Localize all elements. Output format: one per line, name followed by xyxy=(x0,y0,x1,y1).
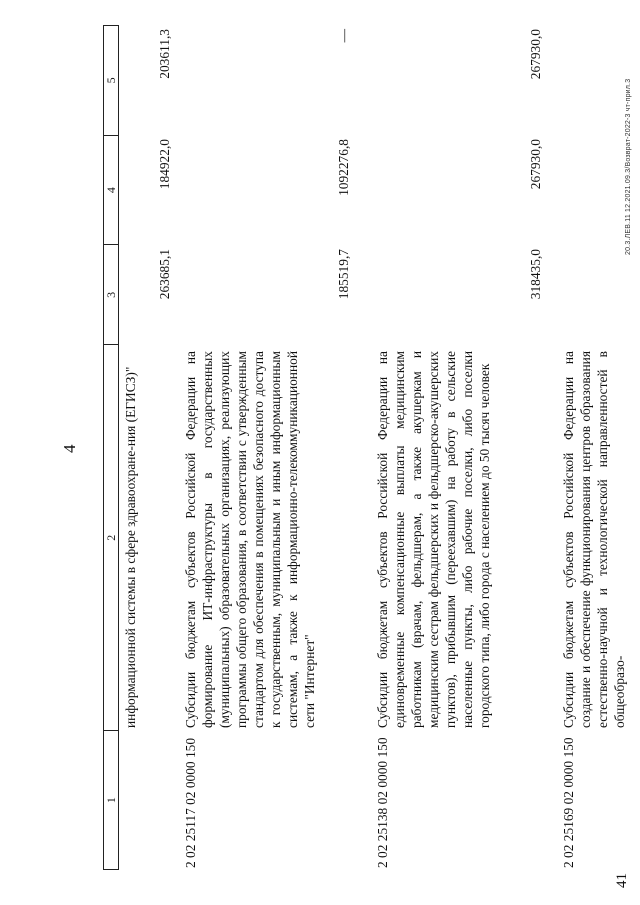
value-col4 xyxy=(374,135,544,245)
folio-number: 41 xyxy=(614,873,630,888)
table-row xyxy=(374,25,544,870)
continuation-value-4: 184922,0 xyxy=(157,139,172,190)
budget-code: 2 02 25117 02 0000 150 xyxy=(183,737,198,868)
column-header-1: 1 xyxy=(104,797,118,804)
column-header-2: 2 xyxy=(104,345,118,731)
table-header xyxy=(103,25,119,870)
table-row xyxy=(182,25,352,870)
value-col5 xyxy=(374,25,544,135)
value-col4 xyxy=(182,135,352,245)
continuation-text: информационной системы в сфере здравоохране-ния (ЕГИСЗ)" xyxy=(123,366,138,728)
table-row xyxy=(560,25,628,870)
value-col3-text: 185519,7 xyxy=(336,249,351,300)
value-col4 xyxy=(560,135,628,245)
row-description: Субсидии бюджетам субъектов Российской Федерации на формирование ИТ-инфраструктуры в государственных (муниципальных) образовательных организациях, реализующих программы общего образования, в соответствии с утвержденным стандартом для обеспечения в помещениях безопасного доступа к государственным, муниципальным и иным информационным системам, а также к информационно-телекоммуникационной сети "Интернет" xyxy=(183,351,317,728)
continuation-values xyxy=(156,25,173,870)
value-col4-text: 1092276,8 xyxy=(336,139,351,196)
row-description: Субсидии бюджетам субъектов Российской Федерации на единовременные компенсационные выплаты медицинским работникам (врачам, фельдшерам, а также акушеркам и медицинским сестрам фельдшерских и фельдшерско-акушерских пунктов), прибывшим (переехавшим) на работу в сельские населенные пункты, либо рабочие поселки, либо поселки городского типа, либо города с населением до 50 тысяч человек xyxy=(375,351,492,728)
column-header-5: 5 xyxy=(104,26,118,136)
budget-code: 2 02 25169 02 0000 150 xyxy=(561,737,576,868)
value-col3 xyxy=(182,245,352,345)
value-col5 xyxy=(560,25,628,135)
continuation-value-5: 203611,3 xyxy=(157,29,172,79)
value-col5 xyxy=(182,25,352,135)
value-col5-text: 267930,0 xyxy=(528,29,543,80)
column-header-3: 3 xyxy=(104,245,118,345)
footnote: 20.3.ЛЕВ.11 12.2021.09.3/Возврат-2022-3 чт-прил.3 xyxy=(625,78,632,255)
row-description: Субсидии бюджетам субъектов Российской Федерации на создание и обеспечение функционирования центров образования естественно-научной и технологической направленностей в общеобразо- xyxy=(561,351,627,728)
value-col3 xyxy=(560,245,628,345)
value-col5-text: — xyxy=(336,29,351,43)
value-col3-text: 318435,0 xyxy=(528,249,543,300)
value-col4-text: 267930,0 xyxy=(528,139,543,190)
budget-code: 2 02 25138 02 0000 150 xyxy=(375,737,390,868)
value-col3 xyxy=(374,245,544,345)
page-number: 4 xyxy=(60,444,79,453)
continuation-value-3: 263685,1 xyxy=(157,249,172,300)
column-header-4: 4 xyxy=(104,136,118,246)
